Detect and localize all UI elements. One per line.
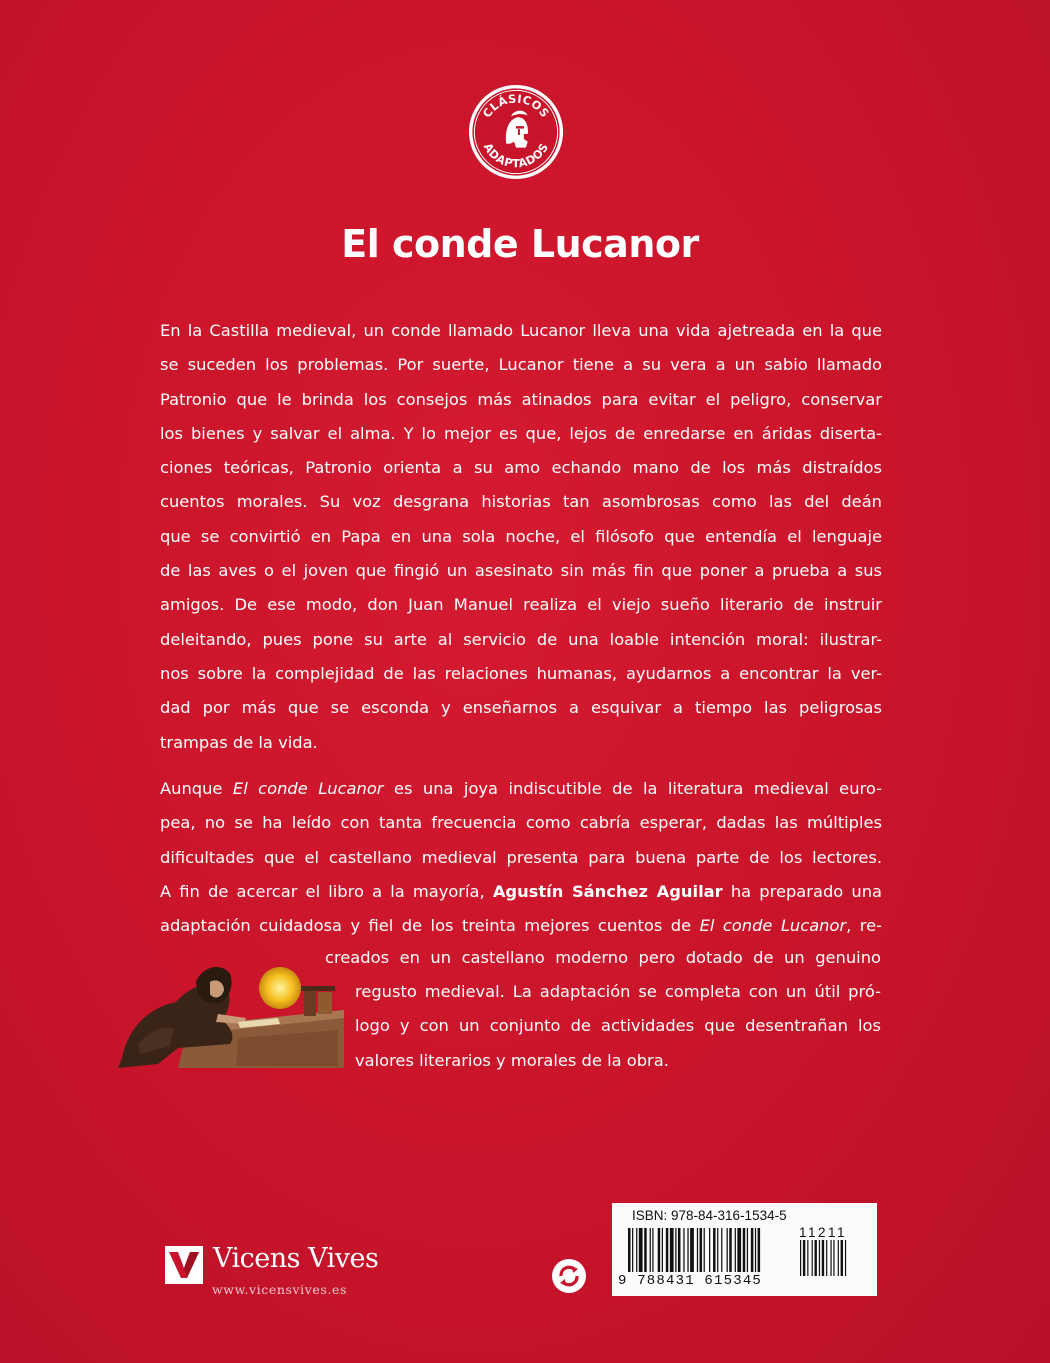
scholar-illustration	[118, 948, 346, 1068]
synopsis-line: dificultades que el castellano medieval presenta para buena parte de los lectores.	[160, 847, 882, 867]
publisher-name: Vicens Vives	[213, 1243, 379, 1274]
publisher-url: www.vicensvives.es	[212, 1282, 348, 1297]
synopsis-line: deleitando, pues pone su arte al servicio de una loable intención moral: ilustrar-	[160, 629, 882, 649]
isbn-number: ISBN: 978-84-316-1534-5	[632, 1208, 787, 1223]
recycle-icon	[551, 1258, 587, 1294]
synopsis-line: A fin de acercar el libro a la mayoría, Agustín Sánchez Aguilar ha preparado una	[160, 881, 883, 901]
barcode-bars	[618, 1228, 873, 1278]
synopsis-line: nos sobre la complejidad de las relaciones humanas, ayudarnos a encontrar la ver-	[160, 663, 882, 683]
synopsis-line: Patronio que le brinda los consejos más atinados para evitar el peligro, conservar	[160, 389, 882, 409]
italic-title: El conde Lucanor	[699, 916, 847, 936]
synopsis-line: pea, no se ha leído con tanta frecuencia como cabría esperar, dadas las múltiples	[160, 813, 882, 833]
synopsis-line: amigos. De ese modo, don Juan Manuel realiza el viejo sueño literario de instruir	[160, 595, 882, 615]
synopsis-paragraph-2-indent	[355, 975, 881, 1078]
italic-title: El conde Lucanor	[232, 779, 384, 798]
seal-text-top: CLÁSICOS	[480, 92, 552, 121]
synopsis-line: logo y con un conjunto de actividades que desentrañan los	[355, 1016, 881, 1036]
synopsis-line: dad por más que se esconda y enseñarnos a esquivar a tiempo las peligrosas	[160, 698, 882, 718]
synopsis-line: de las aves o el joven que fingió un asesinato sin más fin que poner a prueba a sus	[160, 561, 882, 581]
book-title: El conde Lucanor	[341, 222, 699, 266]
seal-text-bottom: ADAPTADOS	[480, 140, 552, 171]
synopsis-line: adaptación cuidadosa y fiel de los treinta mejores cuentos de El conde Lucanor, re-	[160, 916, 882, 936]
adapter-name: Agustín Sánchez Aguilar	[492, 881, 723, 901]
synopsis-line: que se convirtió en Papa en una sola noche, el filósofo que entendía el lenguaje	[160, 526, 882, 546]
synopsis-line: trampas de la vida.	[160, 732, 318, 752]
synopsis-line: valores literarios y morales de la obra.	[355, 1050, 669, 1070]
barcode-addon-code: 11211	[799, 1225, 848, 1240]
synopsis-paragraph-2-indent	[325, 941, 881, 975]
synopsis-line: En la Castilla medieval, un conde llamado Lucanor lleva una vida ajetreada en la que	[160, 321, 882, 340]
synopsis-line: se suceden los problemas. Por suerte, Lucanor tiene a su vera a un sabio llamado	[160, 355, 882, 375]
synopsis-line: los bienes y salvar el alma. Y lo mejor es que, lejos de enredarse en áridas diserta-	[160, 423, 882, 443]
synopsis-line: ciones teóricas, Patronio orienta a su amo echando mano de los más distraídos	[160, 458, 882, 478]
synopsis-line: creados en un castellano moderno pero dotado de un genuino	[325, 948, 881, 967]
barcode-digits: 9 788431 615345	[618, 1273, 763, 1289]
isbn-barcode-label	[612, 1203, 877, 1296]
vicens-vives-v-logo	[165, 1246, 203, 1284]
publisher-block	[165, 1243, 395, 1303]
synopsis-line: cuentos morales. Su voz desgrana historias tan asombrosas como las del deán	[160, 492, 882, 512]
synopsis-paragraph-1	[160, 314, 882, 760]
helmet-seal-icon	[467, 83, 565, 181]
synopsis-line: regusto medieval. La adaptación se completa con un útil pró-	[355, 982, 881, 1001]
synopsis-line: Aunque El conde Lucanor es una joya indiscutible de la literatura medieval euro-	[160, 779, 882, 798]
synopsis-paragraph-2	[160, 772, 882, 943]
